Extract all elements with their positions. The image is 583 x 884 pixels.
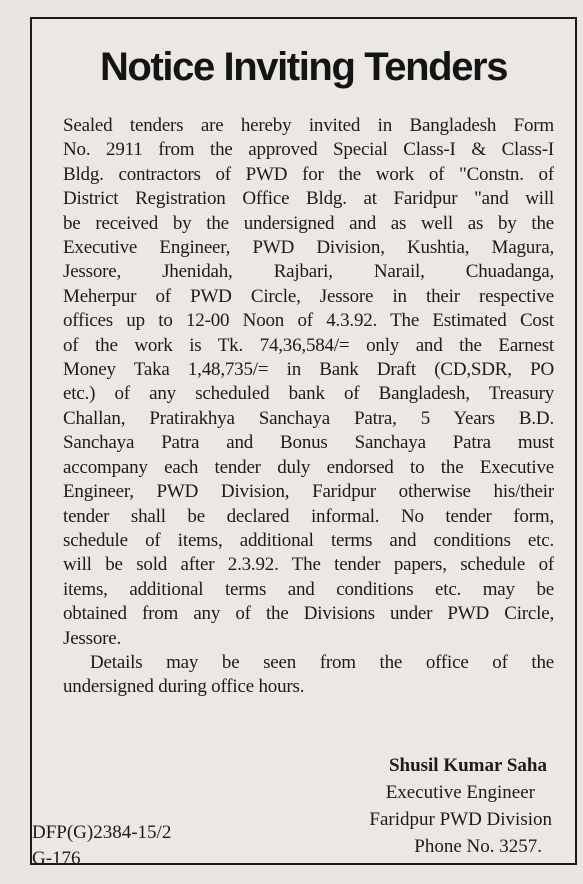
reference-block	[32, 820, 171, 872]
body-line: District Registration Office Bldg. at Faridpur "and will	[63, 188, 554, 210]
signature-block	[302, 752, 552, 860]
body-line: Jessore.	[63, 627, 122, 649]
body-line: No. 2911 from the approved Special Class-I & Class-I	[63, 139, 554, 161]
details-line: Details may be seen from the office of the	[90, 651, 554, 673]
body-line: of the work is Tk. 74,36,584/= only and the Earnest	[63, 334, 554, 356]
notice-body	[32, 114, 579, 700]
body-line: etc.) of any scheduled bank of Bangladesh, Treasury	[63, 383, 554, 405]
details-line: undersigned during office hours.	[63, 676, 305, 698]
signatory-phone: Phone No. 3257.	[414, 836, 542, 857]
body-line: Money Taka 1,48,735/= in Bank Draft (CD,SDR, PO	[63, 359, 554, 381]
signatory-division: Faridpur PWD Division	[369, 809, 552, 830]
body-line: will be sold after 2.3.92. The tender papers, schedule of	[63, 554, 554, 576]
body-line: items, additional terms and conditions etc. may be	[63, 578, 554, 600]
body-line: Engineer, PWD Division, Faridpur otherwise his/their	[63, 481, 554, 503]
body-line: Executive Engineer, PWD Division, Kushtia, Magura,	[63, 237, 554, 259]
signatory-designation: Executive Engineer	[385, 782, 535, 803]
body-line: obtained from any of the Divisions under PWD Circle,	[63, 603, 554, 625]
tender-notice	[30, 17, 577, 869]
body-line: Challan, Pratirakhya Sanchaya Patra, 5 Years B.D.	[63, 407, 554, 429]
notice-title: Notice Inviting Tenders	[99, 45, 508, 89]
body-line: offices up to 12-00 Noon of 4.3.92. The Estimated Cost	[63, 310, 554, 332]
body-line: Sealed tenders are hereby invited in Bangladesh Form	[63, 115, 554, 136]
body-line: tender shall be declared informal. No tender form,	[63, 505, 554, 527]
body-line: Meherpur of PWD Circle, Jessore in their respective	[63, 285, 554, 307]
body-line: Sanchaya Patra and Bonus Sanchaya Patra must	[63, 432, 554, 454]
reference-code: DFP(G)2384-15/2	[32, 822, 172, 843]
body-line: accompany each tender duly endorsed to the Executive	[63, 456, 554, 478]
signatory-name: Shusil Kumar Saha	[388, 755, 547, 776]
body-line: Bldg. contractors of PWD for the work of "Constn. of	[63, 163, 554, 185]
body-line: schedule of items, additional terms and conditions etc.	[63, 529, 554, 551]
reference-number: G-176	[32, 848, 81, 869]
body-line: Jessore, Jhenidah, Rajbari, Narail, Chuadanga,	[63, 261, 554, 283]
body-line: be received by the undersigned and as well as by the	[63, 212, 554, 234]
